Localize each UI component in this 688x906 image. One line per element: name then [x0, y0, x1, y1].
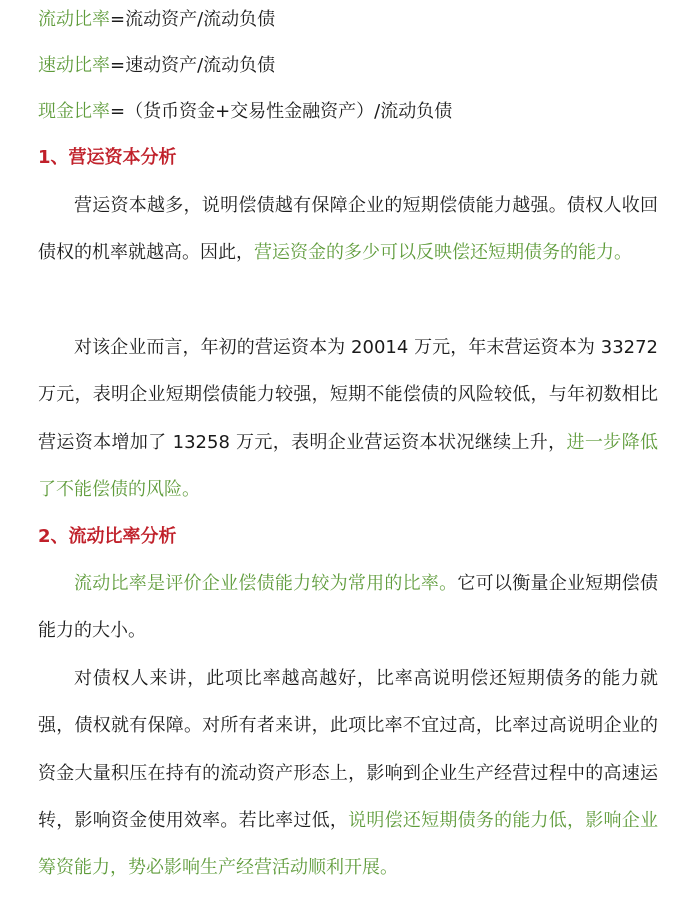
- paragraph-highlight: 说明偿还短期债务的能力低，影响企业筹资能力，势必影响生产经营活动顺利开展。: [38, 809, 659, 879]
- formula-definition: =速动资产/流动负债: [110, 55, 276, 76]
- paragraph-working-capital-intro: [38, 182, 658, 277]
- formula-term: 流动比率: [38, 9, 110, 30]
- paragraph-text: 它可以衡量企业短期偿债能力的大小。: [38, 573, 659, 642]
- paragraph-highlight: 流动比率是评价企业偿债能力较为常用的比率。: [74, 573, 458, 594]
- section-heading-working-capital: 1、营运资本分析: [38, 147, 177, 168]
- paragraph-text: 对债权人来讲，此项比率越高越好，比率高说明偿还短期债务的能力就强，债权就有保障。对所有者来讲，此项比率不宜过高，比率过高说明企业的资金大量积压在持有的流动资产形态上，影响到企业生产经营过程中的高速运转，影响资金使用效率。若比率过低，: [38, 668, 658, 831]
- paragraph-text: 对该企业而言，年初的营运资本为 20014 万元，年末营运资本为 33272 万元，表明企业短期偿债能力较强，短期不能偿债的风险较低，与年初数相比营运资本增加了 13258 万元，表明企业营运资本状况继续上升，: [38, 337, 658, 453]
- formula-current-ratio: [38, 0, 275, 43]
- formula-definition: =流动资产/流动负债: [110, 9, 276, 30]
- formula-term: 现金比率: [38, 101, 110, 122]
- formula-cash-ratio: [38, 88, 452, 135]
- paragraph-highlight: 进一步降低了不能偿债的风险。: [38, 431, 659, 500]
- formula-quick-ratio: [38, 42, 275, 89]
- formula-term: 速动比率: [38, 55, 110, 76]
- paragraph-highlight: 营运资金的多少可以反映偿还短期债务的能力。: [254, 242, 632, 264]
- paragraph-current-ratio-analysis: [38, 655, 658, 891]
- section-heading-current-ratio: 2、流动比率分析: [38, 526, 177, 547]
- paragraph-current-ratio-intro: [38, 560, 658, 655]
- paragraph-working-capital-analysis: [38, 324, 658, 513]
- paragraph-text: 营运资本越多，说明偿债越有保障企业的短期偿债能力越强。债权人收回债权的机率就越高。因此，: [38, 195, 658, 264]
- formula-definition: =（货币资金+交易性金融资产）/流动负债: [110, 101, 453, 122]
